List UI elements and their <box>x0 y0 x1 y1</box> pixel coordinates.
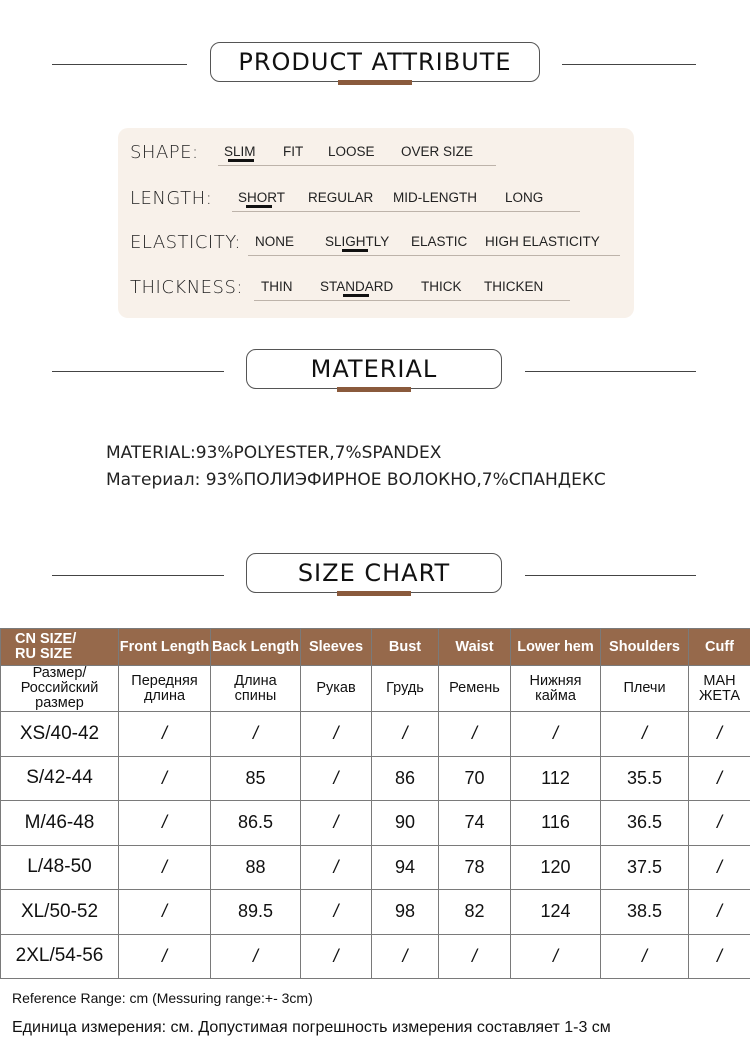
attr-row-thickness <box>118 263 634 303</box>
attr-option: LOOSE <box>328 144 375 159</box>
accent-bar <box>338 80 412 85</box>
attr-option: ELASTIC <box>411 234 468 249</box>
col-header: Back Length <box>211 629 301 666</box>
section-title: PRODUCT ATTRIBUTE <box>210 42 540 82</box>
value-cell: 94 <box>372 845 439 890</box>
size-header-line2: RU SIZE <box>15 646 73 662</box>
ru-line: МАН <box>703 672 736 689</box>
value-cell: / <box>689 934 750 979</box>
ru-col-header <box>301 666 372 712</box>
value-cell: / <box>301 845 372 890</box>
accent-bar <box>337 387 411 392</box>
value-cell: 37.5 <box>601 845 689 890</box>
value-cell: / <box>119 756 211 801</box>
value-cell: / <box>689 801 750 846</box>
ru-line: длина <box>143 687 186 704</box>
attr-option: LONG <box>505 190 544 205</box>
ru-col-header <box>119 666 211 712</box>
value-cell: 85 <box>211 756 301 801</box>
value-cell: / <box>601 712 689 757</box>
value-cell: / <box>511 712 601 757</box>
value-cell: 98 <box>372 890 439 935</box>
col-header: Lower hem <box>511 629 601 666</box>
header-row-en <box>1 629 750 666</box>
ru-line: Нижняя <box>529 672 582 689</box>
value-cell: / <box>119 801 211 846</box>
ru-line: кайма <box>535 687 576 704</box>
value-cell: / <box>689 756 750 801</box>
table-row <box>1 801 750 846</box>
ru-size-line3: размер <box>35 695 84 711</box>
attr-option: FIT <box>283 144 304 159</box>
table-row <box>1 845 750 890</box>
attr-option: MID-LENGTH <box>393 190 477 205</box>
attr-option: HIGH ELASTICITY <box>485 234 600 249</box>
ru-line: Рукав <box>316 680 356 696</box>
table-row <box>1 756 750 801</box>
size-cell: M/46-48 <box>1 801 119 846</box>
value-cell: / <box>601 934 689 979</box>
ru-line: Ремень <box>449 680 500 696</box>
size-cell: XS/40-42 <box>1 712 119 757</box>
value-cell: / <box>689 890 750 935</box>
header-line-left <box>52 371 224 372</box>
value-cell: / <box>372 934 439 979</box>
value-cell: 86 <box>372 756 439 801</box>
size-chart-table <box>0 628 750 979</box>
value-cell: 112 <box>511 756 601 801</box>
attr-row-length <box>118 174 634 214</box>
value-cell: / <box>119 890 211 935</box>
ru-col-header <box>211 666 301 712</box>
table-row <box>1 934 750 979</box>
attr-option: STANDARD <box>320 279 394 294</box>
attr-option: SLIM <box>224 144 256 159</box>
ru-col-header <box>511 666 601 712</box>
material-header <box>0 349 750 399</box>
header-row-ru <box>1 666 750 712</box>
value-cell: 120 <box>511 845 601 890</box>
attr-option: OVER SIZE <box>401 144 474 159</box>
size-header-line1: CN SIZE/ <box>15 631 77 647</box>
selected-marker <box>343 294 369 297</box>
ru-col-header <box>601 666 689 712</box>
ru-size-header <box>1 666 119 712</box>
ru-line: Плечи <box>623 680 666 696</box>
col-header: Waist <box>439 629 511 666</box>
value-cell: 88 <box>211 845 301 890</box>
value-cell: / <box>689 712 750 757</box>
size-cell: L/48-50 <box>1 845 119 890</box>
value-cell: 124 <box>511 890 601 935</box>
attr-label: LENGTH: <box>130 188 213 209</box>
value-cell: / <box>211 712 301 757</box>
attr-underline <box>248 255 620 256</box>
ru-col-header <box>439 666 511 712</box>
col-header: Cuff <box>689 629 750 666</box>
attr-option: REGULAR <box>308 190 374 205</box>
value-cell: / <box>119 934 211 979</box>
material-en: MATERIAL:93%POLYESTER,7%SPANDEX <box>106 443 442 463</box>
attr-option: SLIGHTLY <box>325 234 390 249</box>
attr-option: NONE <box>255 234 295 249</box>
size-header <box>1 629 119 666</box>
attr-label: ELASTICITY: <box>130 232 241 253</box>
size-cell: 2XL/54-56 <box>1 934 119 979</box>
value-cell: 35.5 <box>601 756 689 801</box>
attr-option: THICKEN <box>484 279 544 294</box>
table-row <box>1 890 750 935</box>
value-cell: / <box>689 845 750 890</box>
col-header: Bust <box>372 629 439 666</box>
value-cell: / <box>119 712 211 757</box>
value-cell: 116 <box>511 801 601 846</box>
ru-line: ЖЕТА <box>698 687 741 704</box>
value-cell: / <box>119 845 211 890</box>
header-line-left <box>52 575 224 576</box>
value-cell: 89.5 <box>211 890 301 935</box>
value-cell: / <box>301 712 372 757</box>
ru-col-header <box>689 666 750 712</box>
value-cell: 78 <box>439 845 511 890</box>
value-cell: / <box>511 934 601 979</box>
selected-marker <box>246 205 272 208</box>
value-cell: / <box>301 934 372 979</box>
value-cell: 74 <box>439 801 511 846</box>
size-chart-header <box>0 553 750 603</box>
attr-option: THICK <box>421 279 462 294</box>
header-line-left <box>52 64 187 65</box>
value-cell: 86.5 <box>211 801 301 846</box>
value-cell: / <box>372 712 439 757</box>
value-cell: / <box>211 934 301 979</box>
value-cell: 70 <box>439 756 511 801</box>
attr-option: THIN <box>261 279 293 294</box>
header-line-right <box>525 575 696 576</box>
table-row <box>1 712 750 757</box>
selected-marker <box>228 159 254 162</box>
material-ru: Материал: 93%ПОЛИЭФИРНОЕ ВОЛОКНО,7%СПАНДЕКС <box>106 470 606 490</box>
size-cell: XL/50-52 <box>1 890 119 935</box>
size-rows <box>1 712 750 979</box>
value-cell: 36.5 <box>601 801 689 846</box>
value-cell: 82 <box>439 890 511 935</box>
value-cell: / <box>439 934 511 979</box>
value-cell: 38.5 <box>601 890 689 935</box>
selected-marker <box>342 249 368 252</box>
attr-underline <box>254 300 570 301</box>
value-cell: / <box>439 712 511 757</box>
attr-row-elasticity <box>118 218 634 258</box>
col-header: Shoulders <box>601 629 689 666</box>
ru-line: Длина <box>234 672 277 689</box>
ru-size-line1: Размер/ <box>32 665 87 681</box>
value-cell: / <box>301 801 372 846</box>
col-header: Front Length <box>119 629 211 666</box>
ru-measure-note: Единица измерения: см. Допустимая погрешность измерения составляет 1-3 см <box>12 1019 611 1036</box>
product-attribute-header <box>0 42 750 92</box>
attr-label: THICKNESS: <box>130 277 243 298</box>
attr-underline <box>218 165 496 166</box>
header-line-right <box>562 64 696 65</box>
section-title: SIZE CHART <box>246 553 502 593</box>
attr-underline <box>232 211 580 212</box>
value-cell: / <box>301 756 372 801</box>
value-cell: / <box>301 890 372 935</box>
ru-line: Передняя <box>131 672 198 689</box>
col-header: Sleeves <box>301 629 372 666</box>
reference-note: Reference Range: cm (Messuring range:+- 3cm) <box>12 990 313 1006</box>
ru-size-line2: Российский <box>20 680 99 696</box>
attribute-card <box>118 128 634 318</box>
ru-col-header <box>372 666 439 712</box>
attr-option: SHORT <box>238 190 286 205</box>
header-line-right <box>525 371 696 372</box>
section-title: MATERIAL <box>246 349 502 389</box>
attr-row-shape <box>118 128 634 168</box>
size-cell: S/42-44 <box>1 756 119 801</box>
value-cell: 90 <box>372 801 439 846</box>
attr-label: SHAPE: <box>130 142 199 163</box>
ru-line: спины <box>234 687 277 704</box>
ru-line: Грудь <box>386 680 424 696</box>
accent-bar <box>337 591 411 596</box>
